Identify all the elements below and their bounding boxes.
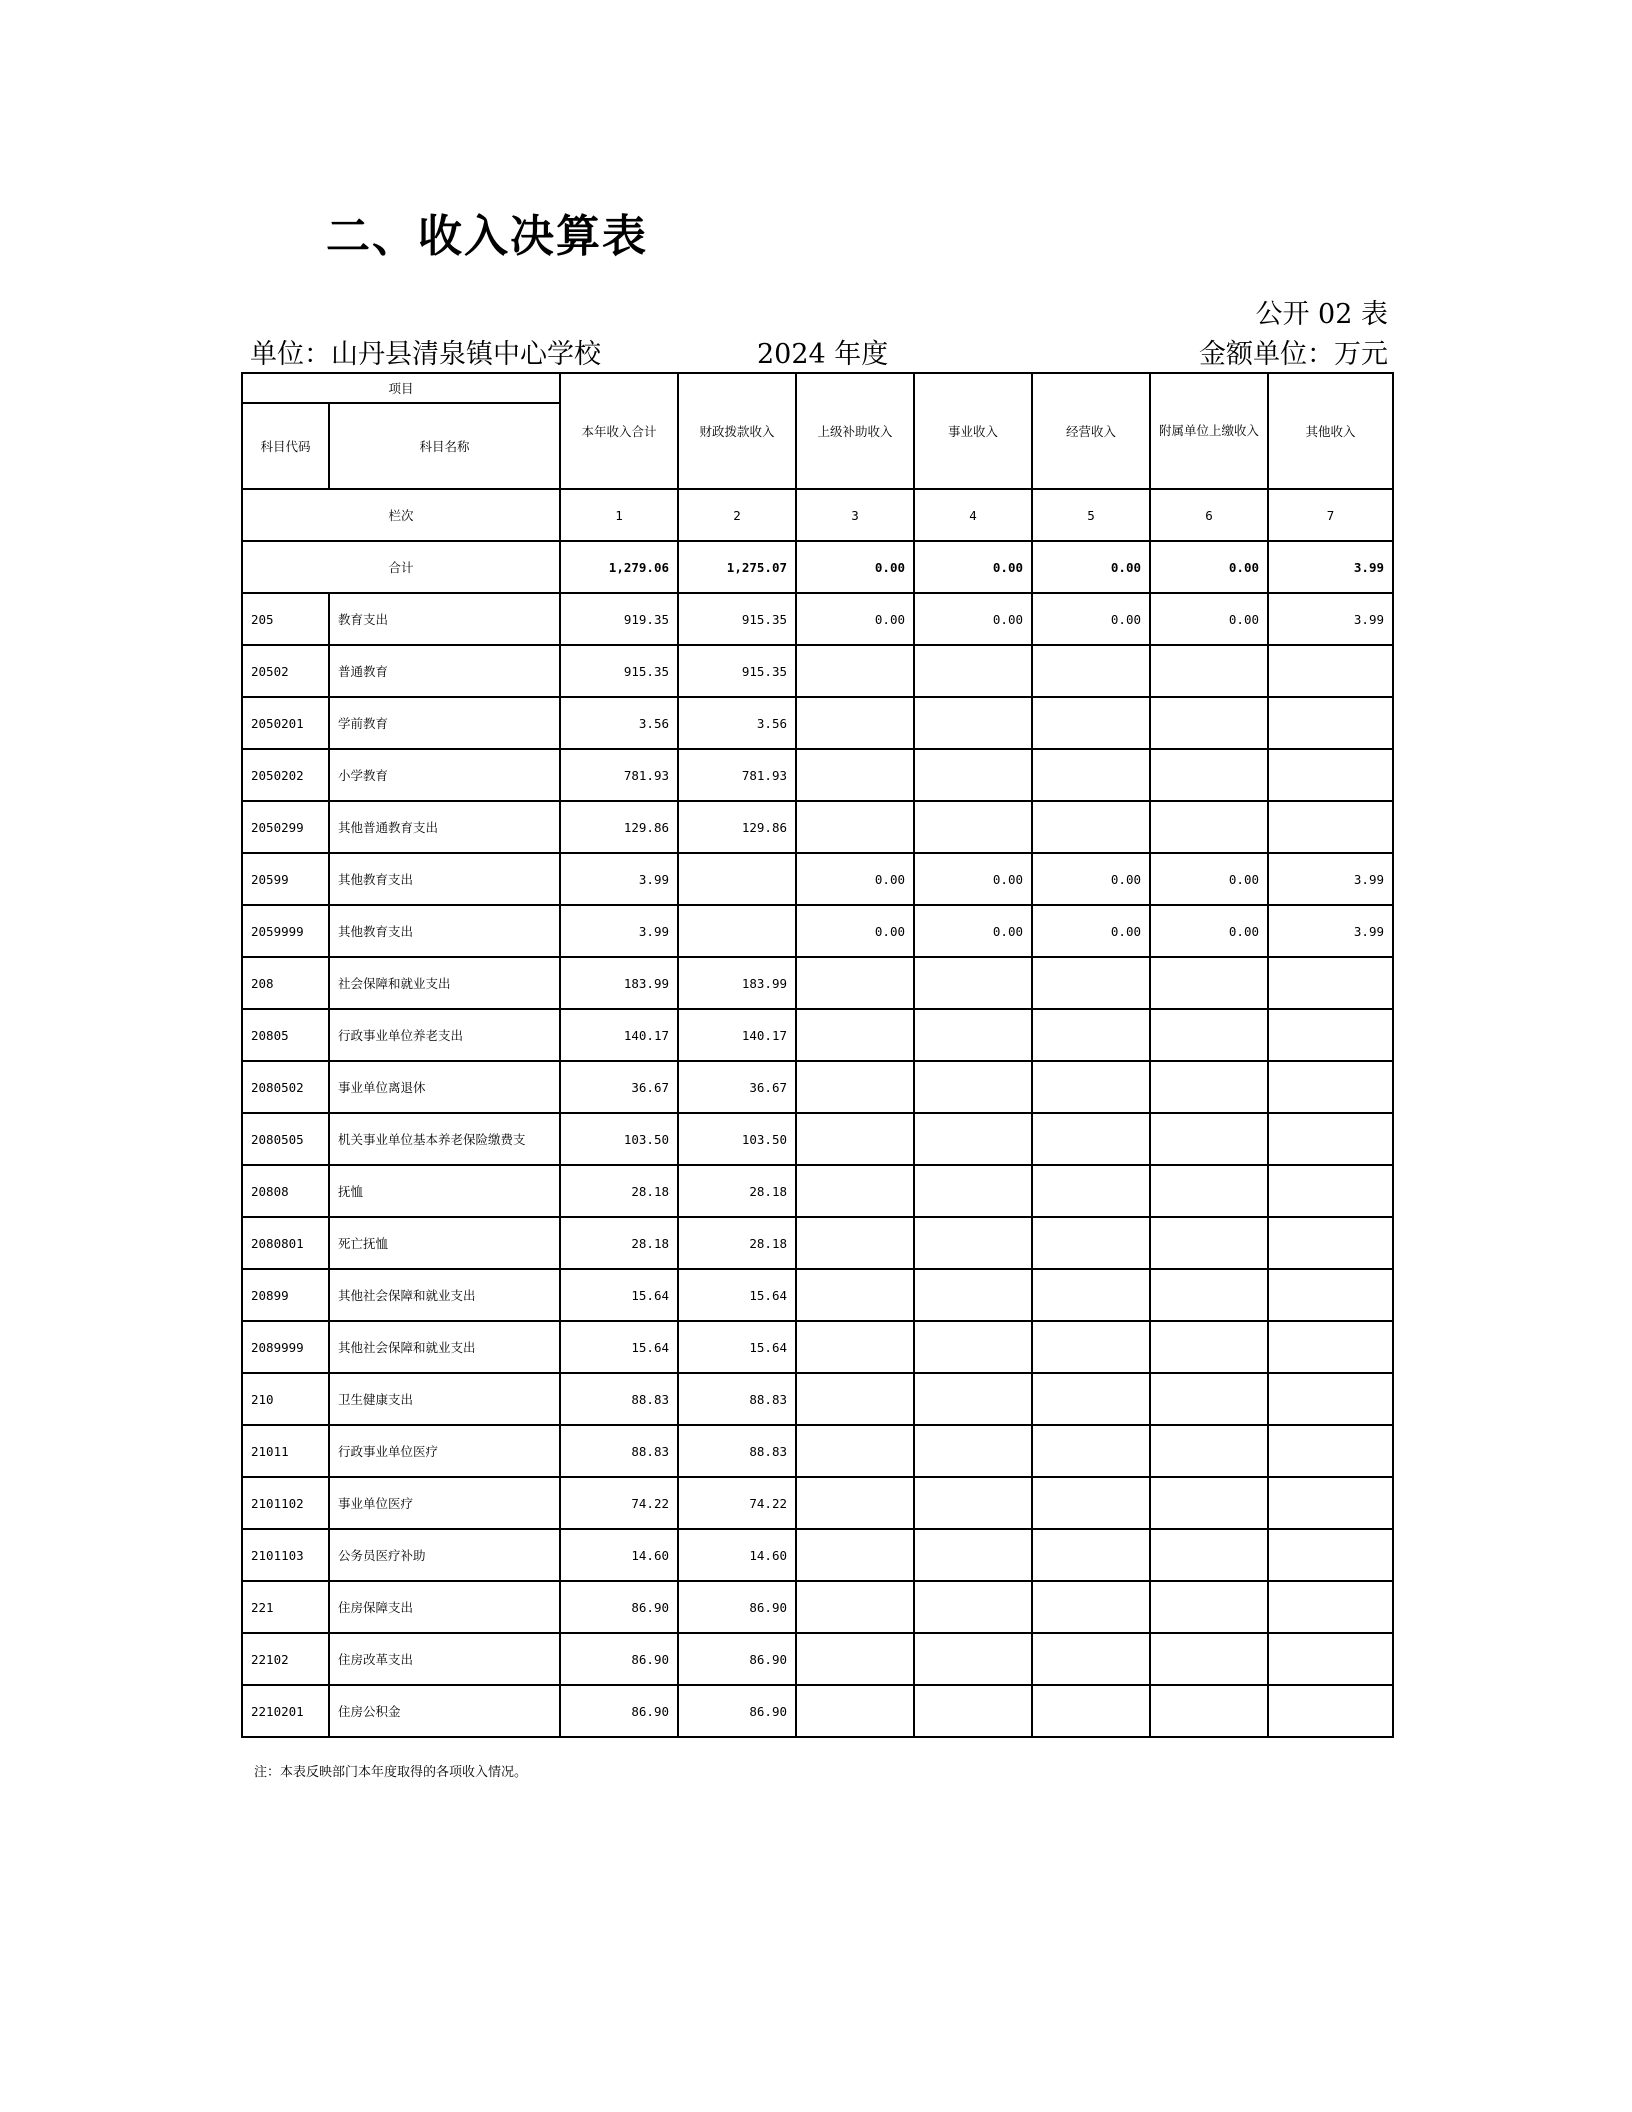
index-cell: 2: [678, 489, 796, 541]
value-cell: 0.00: [796, 593, 914, 645]
value-cell: 915.35: [678, 593, 796, 645]
table-row: [242, 749, 1393, 801]
value-cell: 15.64: [678, 1321, 796, 1373]
value-cell: [914, 1217, 1032, 1269]
code-cell: 2050201: [242, 697, 329, 749]
unit-label: 单位：山丹县清泉镇中心学校: [250, 339, 601, 370]
value-cell: [914, 957, 1032, 1009]
value-cell: [1150, 697, 1268, 749]
code-cell: 20805: [242, 1009, 329, 1061]
table-row: [242, 593, 1393, 645]
table-row: [242, 1425, 1393, 1477]
value-cell: [1268, 1477, 1393, 1529]
value-cell: [914, 1425, 1032, 1477]
header-name: 科目名称: [329, 403, 560, 489]
value-cell: [1150, 957, 1268, 1009]
code-cell: 210: [242, 1373, 329, 1425]
value-cell: 74.22: [678, 1477, 796, 1529]
value-cell: 0.00: [914, 853, 1032, 905]
name-cell: 其他教育支出: [329, 853, 560, 905]
table-row: [242, 1061, 1393, 1113]
code-cell: 21011: [242, 1425, 329, 1477]
value-cell: [1150, 1425, 1268, 1477]
value-cell: [914, 645, 1032, 697]
value-cell: 781.93: [560, 749, 678, 801]
value-cell: 36.67: [678, 1061, 796, 1113]
value-cell: [796, 801, 914, 853]
value-cell: [1268, 801, 1393, 853]
code-cell: 2089999: [242, 1321, 329, 1373]
header-item: 项目: [242, 373, 560, 403]
index-cell: 6: [1150, 489, 1268, 541]
value-cell: [1268, 1009, 1393, 1061]
value-cell: 86.90: [678, 1581, 796, 1633]
value-cell: 3.99: [1268, 853, 1393, 905]
total-cell: 1,279.06: [560, 541, 678, 593]
value-cell: [1150, 1581, 1268, 1633]
value-cell: [796, 1685, 914, 1737]
table-row: [242, 1321, 1393, 1373]
value-cell: [914, 801, 1032, 853]
index-label: 栏次: [242, 489, 560, 541]
value-cell: 129.86: [678, 801, 796, 853]
value-cell: [1032, 1373, 1150, 1425]
value-cell: [914, 1009, 1032, 1061]
value-cell: [1268, 1113, 1393, 1165]
value-cell: [1032, 1269, 1150, 1321]
value-cell: [1268, 1061, 1393, 1113]
table-row: [242, 1477, 1393, 1529]
name-cell: 其他社会保障和就业支出: [329, 1269, 560, 1321]
value-cell: [1268, 1581, 1393, 1633]
value-cell: 140.17: [678, 1009, 796, 1061]
value-cell: [796, 1321, 914, 1373]
table-row: [242, 1685, 1393, 1737]
value-cell: [1268, 1269, 1393, 1321]
name-cell: 普通教育: [329, 645, 560, 697]
name-cell: 社会保障和就业支出: [329, 957, 560, 1009]
total-row: [242, 541, 1393, 593]
value-cell: [1150, 1269, 1268, 1321]
value-cell: 74.22: [560, 1477, 678, 1529]
value-cell: 3.99: [1268, 905, 1393, 957]
header-col6: 附属单位上缴收入: [1150, 373, 1268, 489]
value-cell: [1032, 1581, 1150, 1633]
table-row: [242, 853, 1393, 905]
total-cell: 0.00: [914, 541, 1032, 593]
value-cell: [914, 1165, 1032, 1217]
value-cell: [796, 1477, 914, 1529]
value-cell: [1268, 1217, 1393, 1269]
value-cell: 0.00: [1032, 905, 1150, 957]
value-cell: 0.00: [1032, 593, 1150, 645]
code-cell: 20502: [242, 645, 329, 697]
name-cell: 卫生健康支出: [329, 1373, 560, 1425]
table-row: [242, 1529, 1393, 1581]
code-cell: 2080502: [242, 1061, 329, 1113]
name-cell: 事业单位医疗: [329, 1477, 560, 1529]
page-title: 二、收入决算表: [326, 211, 648, 262]
value-cell: 915.35: [678, 645, 796, 697]
code-cell: 20808: [242, 1165, 329, 1217]
value-cell: 14.60: [678, 1529, 796, 1581]
value-cell: [914, 1269, 1032, 1321]
money-unit-label: 金额单位：万元: [1199, 339, 1388, 370]
total-cell: 3.99: [1268, 541, 1393, 593]
total-label: 合计: [242, 541, 560, 593]
value-cell: 88.83: [560, 1425, 678, 1477]
value-cell: 0.00: [1150, 905, 1268, 957]
value-cell: [796, 749, 914, 801]
value-cell: [1268, 697, 1393, 749]
header-col1: 本年收入合计: [560, 373, 678, 489]
value-cell: [1032, 1165, 1150, 1217]
value-cell: [914, 697, 1032, 749]
code-cell: 2050202: [242, 749, 329, 801]
value-cell: [914, 1633, 1032, 1685]
total-cell: 0.00: [796, 541, 914, 593]
table-row: [242, 957, 1393, 1009]
value-cell: 3.99: [560, 905, 678, 957]
value-cell: [1032, 1477, 1150, 1529]
value-cell: [1032, 801, 1150, 853]
value-cell: [796, 1113, 914, 1165]
value-cell: [1032, 957, 1150, 1009]
value-cell: [1032, 1217, 1150, 1269]
value-cell: [1150, 1061, 1268, 1113]
value-cell: [1268, 1685, 1393, 1737]
value-cell: 36.67: [560, 1061, 678, 1113]
value-cell: 86.90: [560, 1685, 678, 1737]
header-col3: 上级补助收入: [796, 373, 914, 489]
value-cell: 915.35: [560, 645, 678, 697]
table-row: [242, 1373, 1393, 1425]
value-cell: [678, 905, 796, 957]
value-cell: [678, 853, 796, 905]
value-cell: [796, 645, 914, 697]
value-cell: [1150, 1217, 1268, 1269]
index-row: [242, 489, 1393, 541]
value-cell: 0.00: [914, 593, 1032, 645]
name-cell: 住房改革支出: [329, 1633, 560, 1685]
name-cell: 小学教育: [329, 749, 560, 801]
value-cell: [1032, 1425, 1150, 1477]
value-cell: [914, 1477, 1032, 1529]
index-cell: 3: [796, 489, 914, 541]
value-cell: [796, 1373, 914, 1425]
index-cell: 5: [1032, 489, 1150, 541]
name-cell: 学前教育: [329, 697, 560, 749]
value-cell: [796, 1061, 914, 1113]
name-cell: 其他社会保障和就业支出: [329, 1321, 560, 1373]
value-cell: [914, 749, 1032, 801]
header-col4: 事业收入: [914, 373, 1032, 489]
value-cell: [914, 1113, 1032, 1165]
value-cell: 0.00: [914, 905, 1032, 957]
code-cell: 2101103: [242, 1529, 329, 1581]
header-col5: 经营收入: [1032, 373, 1150, 489]
value-cell: [796, 1217, 914, 1269]
form-number: 公开 02 表: [1255, 299, 1388, 330]
value-cell: [1032, 1113, 1150, 1165]
fiscal-year: 2024 年度: [757, 339, 889, 370]
value-cell: 15.64: [560, 1269, 678, 1321]
value-cell: [1268, 957, 1393, 1009]
value-cell: [1268, 645, 1393, 697]
name-cell: 教育支出: [329, 593, 560, 645]
value-cell: [796, 1633, 914, 1685]
value-cell: [1032, 1529, 1150, 1581]
code-cell: 2080505: [242, 1113, 329, 1165]
total-cell: 0.00: [1032, 541, 1150, 593]
value-cell: 103.50: [678, 1113, 796, 1165]
value-cell: 3.99: [1268, 593, 1393, 645]
value-cell: 140.17: [560, 1009, 678, 1061]
value-cell: 86.90: [560, 1633, 678, 1685]
name-cell: 住房公积金: [329, 1685, 560, 1737]
value-cell: [796, 1425, 914, 1477]
value-cell: [1268, 749, 1393, 801]
table-row: [242, 1269, 1393, 1321]
value-cell: [1150, 1165, 1268, 1217]
value-cell: [1268, 1529, 1393, 1581]
value-cell: 14.60: [560, 1529, 678, 1581]
table-row: [242, 1633, 1393, 1685]
value-cell: 3.99: [560, 853, 678, 905]
value-cell: 3.56: [560, 697, 678, 749]
value-cell: [796, 1529, 914, 1581]
table-row: [242, 697, 1393, 749]
value-cell: [1032, 749, 1150, 801]
value-cell: [1032, 1321, 1150, 1373]
value-cell: 183.99: [560, 957, 678, 1009]
value-cell: [796, 957, 914, 1009]
value-cell: [1268, 1633, 1393, 1685]
value-cell: 15.64: [678, 1269, 796, 1321]
name-cell: 住房保障支出: [329, 1581, 560, 1633]
value-cell: [1150, 1633, 1268, 1685]
value-cell: 0.00: [1150, 853, 1268, 905]
value-cell: [914, 1321, 1032, 1373]
table-row: [242, 1581, 1393, 1633]
code-cell: 22102: [242, 1633, 329, 1685]
code-cell: 221: [242, 1581, 329, 1633]
header-code: 科目代码: [242, 403, 329, 489]
value-cell: [1150, 1529, 1268, 1581]
code-cell: 2050299: [242, 801, 329, 853]
value-cell: 86.90: [678, 1633, 796, 1685]
value-cell: 28.18: [678, 1165, 796, 1217]
value-cell: [1150, 749, 1268, 801]
value-cell: [796, 1269, 914, 1321]
table-row: [242, 1165, 1393, 1217]
code-cell: 208: [242, 957, 329, 1009]
name-cell: 公务员医疗补助: [329, 1529, 560, 1581]
name-cell: 事业单位离退休: [329, 1061, 560, 1113]
table-row: [242, 801, 1393, 853]
name-cell: 其他普通教育支出: [329, 801, 560, 853]
value-cell: [1268, 1165, 1393, 1217]
value-cell: 28.18: [678, 1217, 796, 1269]
value-cell: [1032, 1685, 1150, 1737]
code-cell: 2210201: [242, 1685, 329, 1737]
value-cell: [1150, 1321, 1268, 1373]
value-cell: [1032, 1009, 1150, 1061]
value-cell: 88.83: [560, 1373, 678, 1425]
value-cell: 28.18: [560, 1165, 678, 1217]
value-cell: [1150, 1685, 1268, 1737]
value-cell: [1150, 645, 1268, 697]
index-cell: 4: [914, 489, 1032, 541]
value-cell: [1150, 1477, 1268, 1529]
name-cell: 行政事业单位医疗: [329, 1425, 560, 1477]
value-cell: [796, 697, 914, 749]
value-cell: 919.35: [560, 593, 678, 645]
total-cell: 1,275.07: [678, 541, 796, 593]
value-cell: [1032, 1633, 1150, 1685]
value-cell: [914, 1061, 1032, 1113]
code-cell: 20599: [242, 853, 329, 905]
value-cell: [796, 1009, 914, 1061]
value-cell: 103.50: [560, 1113, 678, 1165]
value-cell: [1032, 697, 1150, 749]
value-cell: 0.00: [1150, 593, 1268, 645]
value-cell: 0.00: [796, 905, 914, 957]
name-cell: 行政事业单位养老支出: [329, 1009, 560, 1061]
index-cell: 1: [560, 489, 678, 541]
code-cell: 205: [242, 593, 329, 645]
value-cell: [1268, 1425, 1393, 1477]
value-cell: 88.83: [678, 1373, 796, 1425]
value-cell: [1150, 801, 1268, 853]
value-cell: 0.00: [1032, 853, 1150, 905]
value-cell: 28.18: [560, 1217, 678, 1269]
name-cell: 死亡抚恤: [329, 1217, 560, 1269]
index-cell: 7: [1268, 489, 1393, 541]
name-cell: 其他教育支出: [329, 905, 560, 957]
name-cell: 机关事业单位基本养老保险缴费支: [329, 1113, 560, 1165]
value-cell: 0.00: [796, 853, 914, 905]
value-cell: 781.93: [678, 749, 796, 801]
value-cell: 88.83: [678, 1425, 796, 1477]
table-row: [242, 1113, 1393, 1165]
code-cell: 2101102: [242, 1477, 329, 1529]
header-col2: 财政拨款收入: [678, 373, 796, 489]
table-row: [242, 645, 1393, 697]
table-row: [242, 1009, 1393, 1061]
table-note: 注：本表反映部门本年度取得的各项收入情况。: [254, 1765, 528, 1780]
income-table: [241, 372, 1394, 1738]
value-cell: [1150, 1113, 1268, 1165]
table-row: [242, 905, 1393, 957]
value-cell: [914, 1529, 1032, 1581]
value-cell: 86.90: [560, 1581, 678, 1633]
value-cell: 3.56: [678, 697, 796, 749]
value-cell: [914, 1581, 1032, 1633]
name-cell: 抚恤: [329, 1165, 560, 1217]
value-cell: [796, 1581, 914, 1633]
value-cell: 129.86: [560, 801, 678, 853]
value-cell: [1150, 1373, 1268, 1425]
value-cell: [914, 1373, 1032, 1425]
value-cell: [1032, 1061, 1150, 1113]
value-cell: [1150, 1009, 1268, 1061]
value-cell: [1268, 1373, 1393, 1425]
value-cell: [1268, 1321, 1393, 1373]
table-row: [242, 1217, 1393, 1269]
header-col7: 其他收入: [1268, 373, 1393, 489]
value-cell: 183.99: [678, 957, 796, 1009]
value-cell: [914, 1685, 1032, 1737]
code-cell: 20899: [242, 1269, 329, 1321]
code-cell: 2080801: [242, 1217, 329, 1269]
total-cell: 0.00: [1150, 541, 1268, 593]
value-cell: 15.64: [560, 1321, 678, 1373]
data-rows: [242, 593, 1393, 1737]
value-cell: [796, 1165, 914, 1217]
code-cell: 2059999: [242, 905, 329, 957]
value-cell: 86.90: [678, 1685, 796, 1737]
value-cell: [1032, 645, 1150, 697]
